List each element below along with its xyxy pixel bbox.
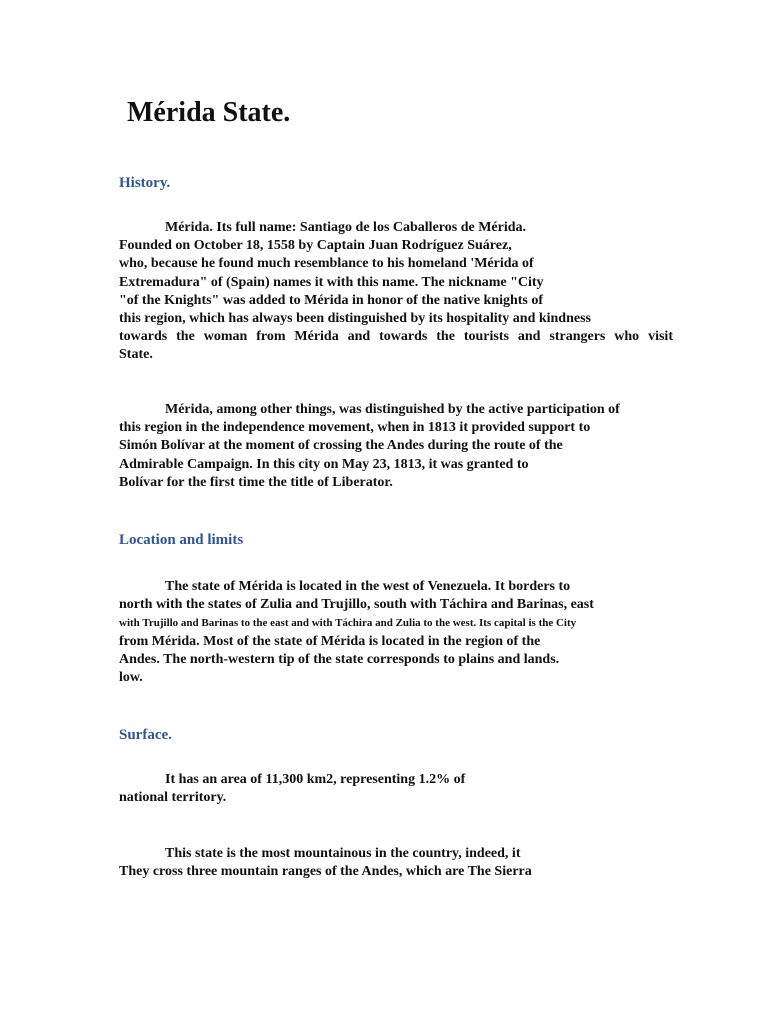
surface-paragraph-1 [119,771,465,807]
text-line: Simón Bolívar at the moment of crossing the Andes during the route of the [119,438,563,454]
section-heading-surface: Surface. [119,727,172,743]
location-paragraph-1 [119,578,594,687]
text-line: from Mérida. Most of the state of Mérida is located in the region of the [119,633,541,649]
text-line: Andes. The north-western tip of the state corresponds to plains and lands. [119,651,560,667]
text-line: who, because he found much resemblance to his homeland 'Mérida of [119,256,534,272]
text-line: "of the Knights" was added to Mérida in honor of the native knights of [119,292,544,308]
history-paragraph-1 [119,219,673,365]
text-line: Bolívar for the first time the title of Liberator. [119,474,393,490]
text-line: Mérida. Its full name: Santiago de los Caballeros de Mérida. [165,220,527,235]
text-line: Founded on October 18, 1558 by Captain Juan Rodríguez Suárez, [119,238,512,254]
text-line: Admirable Campaign. In this city on May 23, 1813, it was granted to [119,456,529,472]
text-line: north with the states of Zulia and Trujillo, south with Táchira and Barinas, east [119,597,594,613]
text-line: State. [119,347,153,363]
page-title: Mérida State. [127,97,291,128]
text-line: It has an area of 11,300 km2, representing 1.2% of [165,772,466,787]
surface-paragraph-2 [119,845,532,881]
text-line: with Trujillo and Barinas to the east and with Táchira and Zulia to the west. Its capital is the City [119,617,577,630]
text-line: this region in the independence movement, when in 1813 it provided support to [119,420,591,436]
text-line: This state is the most mountainous in the country, indeed, it [165,846,521,861]
text-line: this region, which has always been distinguished by its hospitality and kindness [119,311,591,327]
text-line: The state of Mérida is located in the west of Venezuela. It borders to [165,579,571,594]
text-line: national territory. [119,790,227,806]
text-line: towards the woman from Mérida and towards the tourists and strangers who visit [119,329,673,345]
text-line: Extremadura" of (Spain) names it with this name. The nickname "City [119,274,544,290]
history-paragraph-2 [119,401,620,492]
text-line: Mérida, among other things, was distinguished by the active participation of [165,402,620,417]
text-line: They cross three mountain ranges of the Andes, which are The Sierra [119,864,532,880]
section-heading-location: Location and limits [119,532,244,548]
section-heading-history: History. [119,175,171,191]
text-line: low. [119,670,143,686]
